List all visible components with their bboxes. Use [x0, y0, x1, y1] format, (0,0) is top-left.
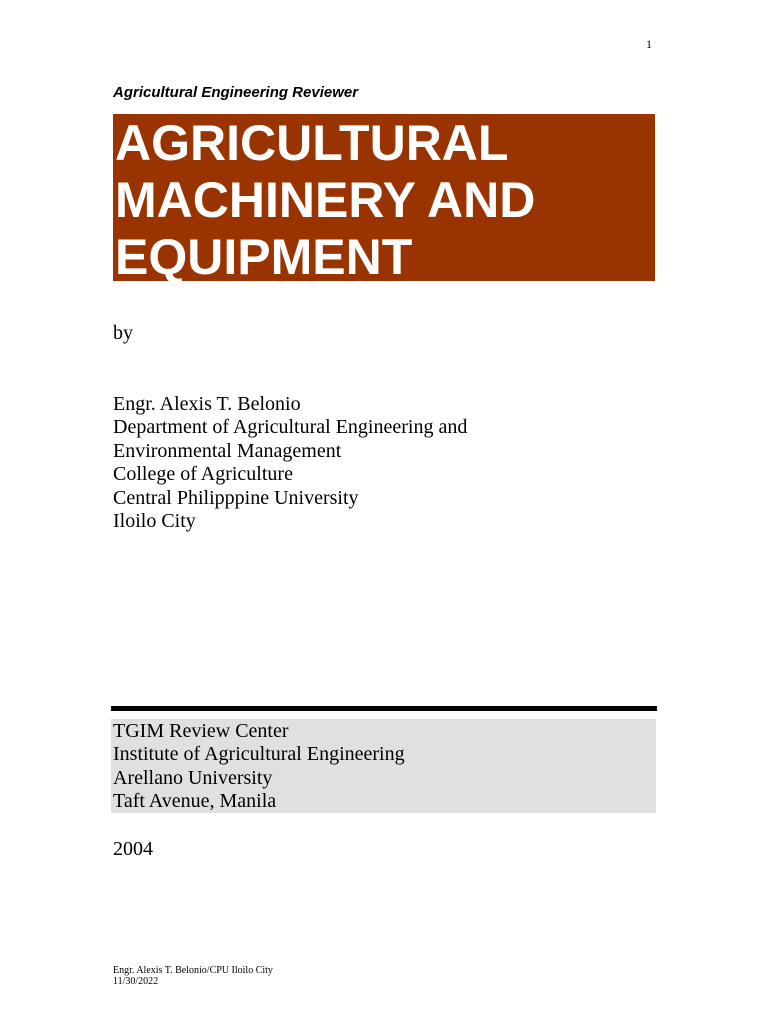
author-block	[113, 393, 467, 533]
publication-year: 2004	[113, 838, 153, 860]
title-line-1: AGRICULTURAL	[115, 115, 509, 171]
title-line-3: EQUIPMENT	[115, 229, 413, 285]
author-city: Iloilo City	[113, 510, 196, 533]
author-department: Department of Agricultural Engineering and	[113, 416, 468, 439]
page-number: 1	[646, 37, 652, 51]
author-university: Central Philipppine University	[113, 486, 359, 509]
footer-author: Engr. Alexis T. Belonio/CPU Iloilo City	[113, 965, 273, 976]
author-college: College of Agriculture	[113, 463, 293, 486]
title-banner	[113, 114, 655, 285]
footer-date: 11/30/2022	[113, 976, 159, 987]
page-footer	[113, 965, 273, 987]
publisher-university: Arellano University	[113, 766, 273, 789]
author-name: Engr. Alexis T. Belonio	[113, 393, 301, 415]
title-line-2: MACHINERY AND	[115, 172, 536, 228]
publisher-block	[111, 719, 656, 813]
publisher-address: Taft Avenue, Manila	[113, 790, 277, 813]
series-title: Agricultural Engineering Reviewer	[113, 84, 359, 101]
publisher-center: TGIM Review Center	[113, 720, 289, 742]
byline: by	[113, 322, 133, 344]
publisher-institute: Institute of Agricultural Engineering	[113, 743, 405, 766]
divider-rule	[111, 706, 657, 711]
author-department-cont: Environmental Management	[113, 439, 342, 462]
